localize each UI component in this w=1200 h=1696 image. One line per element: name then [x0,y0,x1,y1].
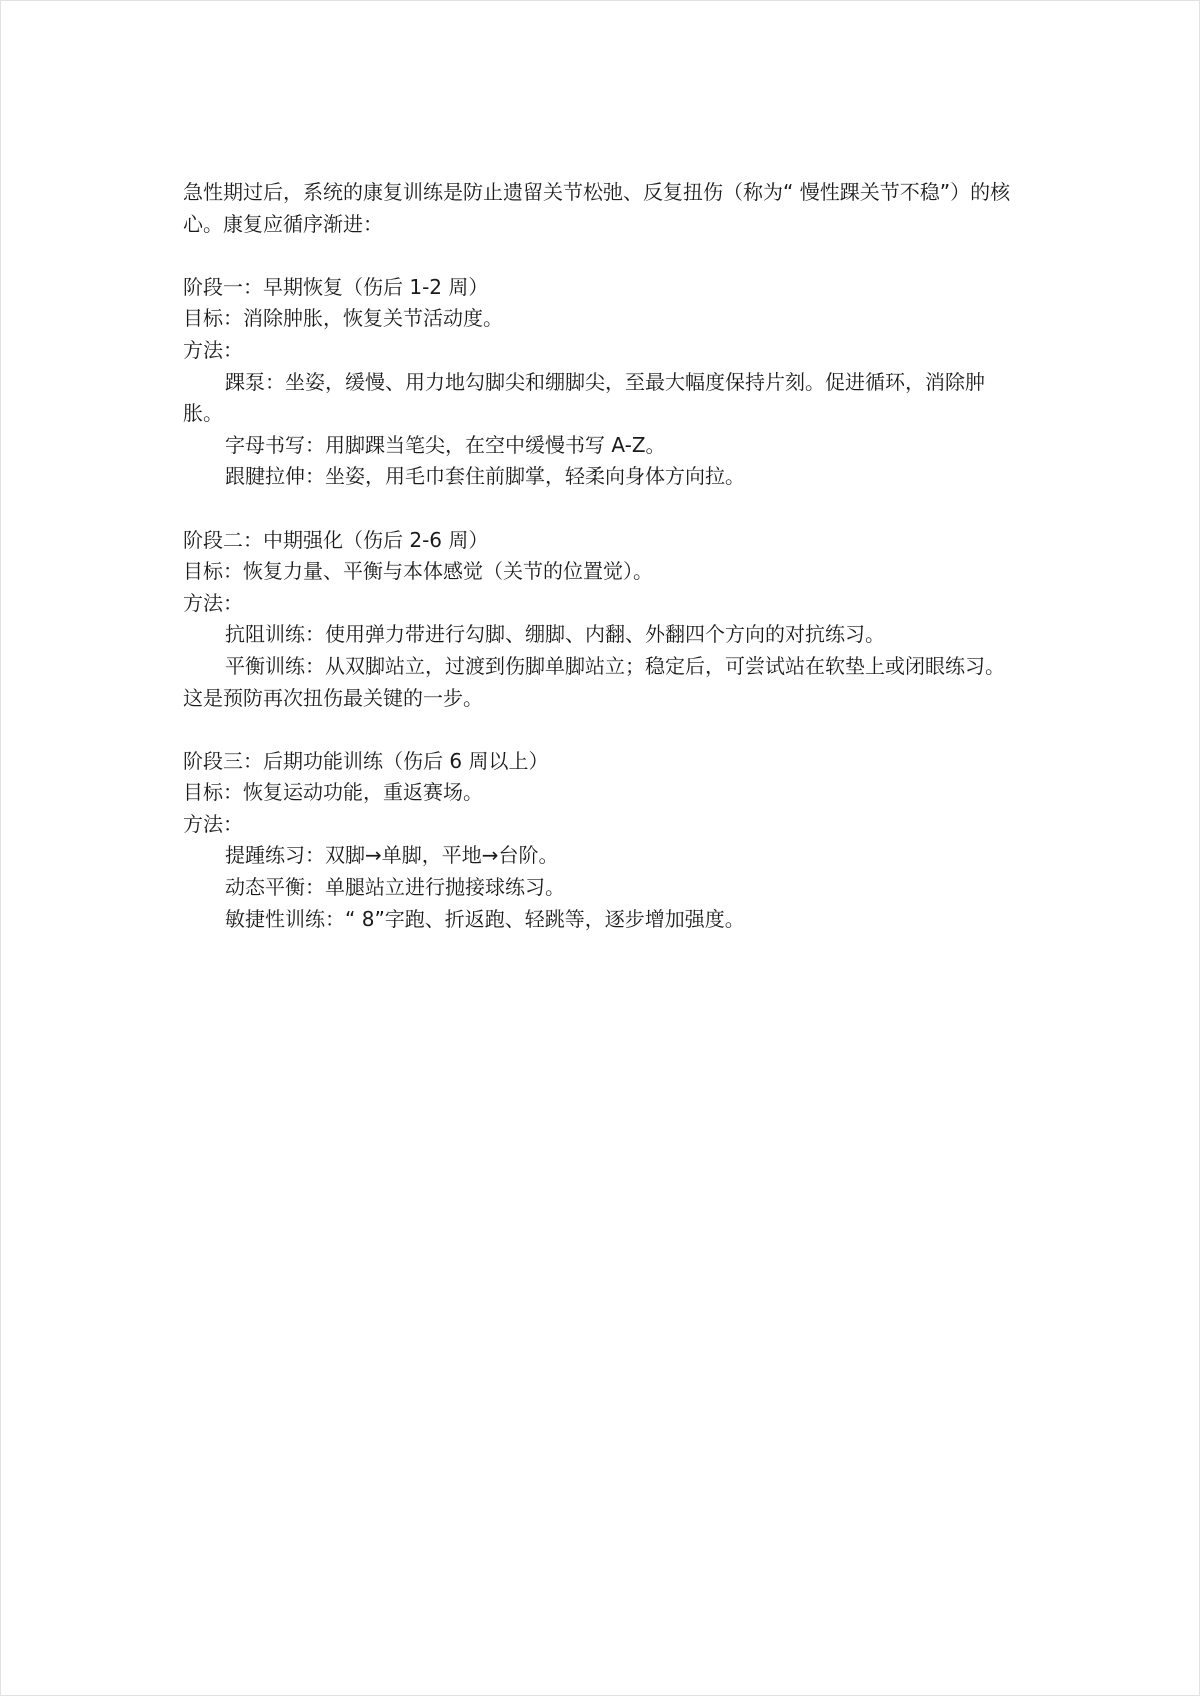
stage1-goal: 目标：消除肿胀，恢复关节活动度。 [183,306,503,331]
spacer [183,240,1021,272]
stage1-item-achilles-stretch: 跟腱拉伸：坐姿，用毛巾套住前脚掌，轻柔向身体方向拉。 [225,464,745,489]
stage1-item-alphabet: 字母书写：用脚踝当笔尖，在空中缓慢书写 A-Z。 [225,432,666,457]
document-body [183,177,1021,935]
stage2-method-label: 方法： [183,590,243,615]
intro-paragraph: 急性期过后，系统的康复训练是防止遗留关节松弛、反复扭伤（称为“ 慢性踝关节不稳”）的核心。康复应循序渐进： [183,180,1011,236]
stage3-item-dynamic-balance: 动态平衡：单腿站立进行抛接球练习。 [225,875,565,900]
spacer [183,714,1021,746]
stage2-goal: 目标：恢复力量、平衡与本体感觉（关节的位置觉）。 [183,559,653,584]
stage1-method-label: 方法： [183,337,243,362]
stage3-heading: 阶段三：后期功能训练（伤后 6 周以上） [183,748,549,773]
stage2-item-balance: 平衡训练：从双脚站立，过渡到伤脚单脚站立；稳定后，可尝试站在软垫上或闭眼练习。这是预防再次扭伤最关键的一步。 [183,653,1005,710]
stage2-item-resistance: 抗阻训练：使用弹力带进行勾脚、绷脚、内翻、外翻四个方向的对抗练习。 [225,622,885,647]
stage3-goal: 目标：恢复运动功能，重返赛场。 [183,780,483,805]
stage3-item-heel-raise: 提踵练习：双脚→单脚，平地→台阶。 [225,843,559,868]
stage3-method-label: 方法： [183,811,243,836]
stage3-item-agility: 敏捷性训练：“ 8”字跑、折返跑、轻跳等，逐步增加强度。 [225,906,745,931]
stage1-heading: 阶段一：早期恢复（伤后 1-2 周） [183,274,489,299]
stage1-item-ankle-pump: 踝泵：坐姿，缓慢、用力地勾脚尖和绷脚尖，至最大幅度保持片刻。促进循环，消除肿胀。 [183,369,985,426]
spacer [183,493,1021,525]
stage2-heading: 阶段二：中期强化（伤后 2-6 周） [183,527,489,552]
